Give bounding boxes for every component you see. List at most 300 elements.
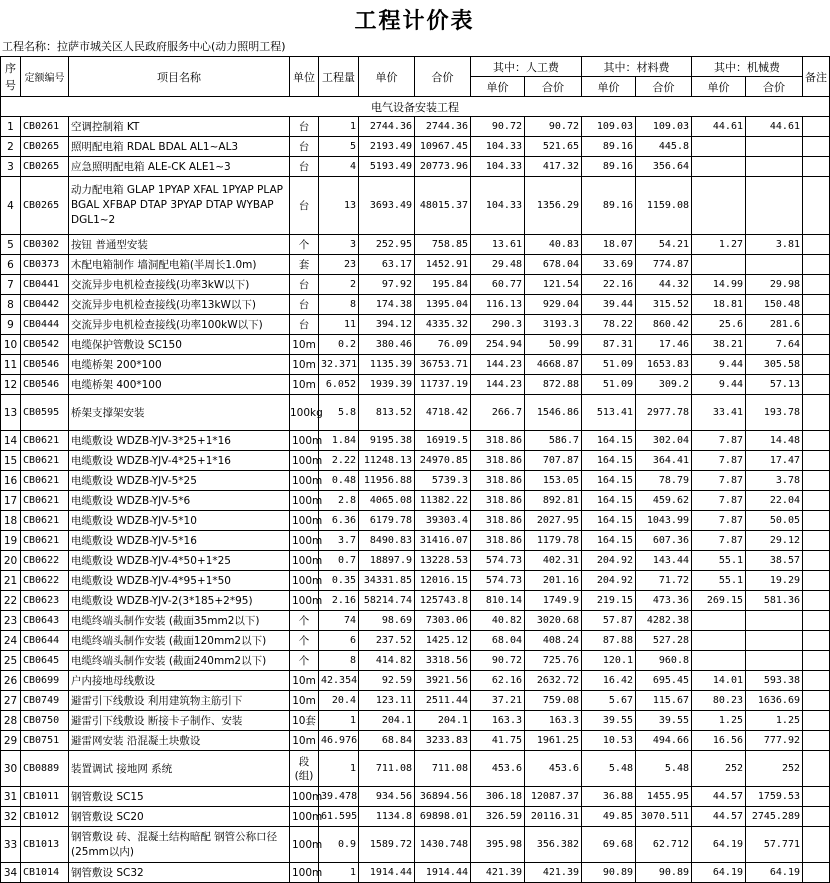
cell-total: 76.09 [415, 335, 471, 355]
cell-name: 电缆终端头制作安装 (截面120mm2以下) [69, 631, 290, 651]
cell-kp: 9.44 [692, 375, 746, 395]
cell-price: 68.84 [359, 731, 415, 751]
cell-seq: 27 [1, 691, 21, 711]
cell-seq: 28 [1, 711, 21, 731]
cell-lp: 90.72 [471, 117, 525, 137]
header-seq: 序号 [1, 57, 21, 97]
cell-kp: 25.6 [692, 315, 746, 335]
cell-price: 6179.78 [359, 511, 415, 531]
cell-kt: 44.61 [746, 117, 803, 137]
cell-name: 电缆桥架 200*100 [69, 355, 290, 375]
header-unit: 单位 [290, 57, 319, 97]
cell-lp: 90.72 [471, 651, 525, 671]
table-row [1, 551, 830, 571]
cell-name: 电缆敷设 WDZB-YJV-4*95+1*50 [69, 571, 290, 591]
cell-name: 电缆终端头制作安装 (截面240mm2以下) [69, 651, 290, 671]
cell-kt: 777.92 [746, 731, 803, 751]
cell-unit: 台 [290, 275, 319, 295]
cell-kp: 64.19 [692, 827, 746, 863]
cell-mt: 1653.83 [636, 355, 692, 375]
cell-lp: 453.6 [471, 751, 525, 787]
cell-seq: 32 [1, 807, 21, 827]
cell-qty: 0.2 [319, 335, 359, 355]
cell-lt: 1749.9 [525, 591, 582, 611]
cell-mp: 5.48 [582, 751, 636, 787]
cell-remark [803, 691, 830, 711]
cell-qty: 5.8 [319, 395, 359, 431]
cell-kt: 593.38 [746, 671, 803, 691]
cell-name: 电缆敷设 WDZB-YJV-3*25+1*16 [69, 431, 290, 451]
table-row [1, 157, 830, 177]
cell-qty: 2.16 [319, 591, 359, 611]
cell-lt: 153.05 [525, 471, 582, 491]
cell-qty: 0.9 [319, 827, 359, 863]
cell-kp [692, 651, 746, 671]
cell-remark [803, 137, 830, 157]
cell-mt: 473.36 [636, 591, 692, 611]
cell-qty: 6.36 [319, 511, 359, 531]
cell-total: 204.1 [415, 711, 471, 731]
cell-lt: 1179.78 [525, 531, 582, 551]
cell-lp: 395.98 [471, 827, 525, 863]
cell-mt: 960.8 [636, 651, 692, 671]
cell-kp: 55.1 [692, 571, 746, 591]
cell-price: 97.92 [359, 275, 415, 295]
cell-total: 7303.06 [415, 611, 471, 631]
cell-unit: 100m [290, 531, 319, 551]
cell-seq: 15 [1, 451, 21, 471]
cell-price: 34331.85 [359, 571, 415, 591]
cell-kt [746, 611, 803, 631]
cell-remark [803, 827, 830, 863]
cell-mp: 109.03 [582, 117, 636, 137]
cell-unit: 段(组) [290, 751, 319, 787]
cell-lt: 1961.25 [525, 731, 582, 751]
cell-mt: 315.52 [636, 295, 692, 315]
cell-lt: 121.54 [525, 275, 582, 295]
cell-kt: 581.36 [746, 591, 803, 611]
cell-unit: 台 [290, 177, 319, 235]
cell-seq: 24 [1, 631, 21, 651]
cell-mp: 18.07 [582, 235, 636, 255]
cell-code: CB0621 [21, 511, 69, 531]
cell-seq: 25 [1, 651, 21, 671]
cell-unit: 个 [290, 235, 319, 255]
cell-mt: 39.55 [636, 711, 692, 731]
cell-qty: 0.48 [319, 471, 359, 491]
cell-lp: 37.21 [471, 691, 525, 711]
cell-lt: 3020.68 [525, 611, 582, 631]
cell-seq: 22 [1, 591, 21, 611]
cell-code: CB0643 [21, 611, 69, 631]
cell-kt [746, 177, 803, 235]
cell-code: CB0265 [21, 157, 69, 177]
table-row [1, 375, 830, 395]
cell-mt: 115.67 [636, 691, 692, 711]
cell-unit: 100m [290, 863, 319, 883]
cell-lt: 4668.87 [525, 355, 582, 375]
cell-lt: 2632.72 [525, 671, 582, 691]
cell-remark [803, 651, 830, 671]
cell-total: 20773.96 [415, 157, 471, 177]
cell-mt: 445.8 [636, 137, 692, 157]
cell-kt: 2745.289 [746, 807, 803, 827]
header-labor-price: 单价 [471, 77, 525, 97]
cell-kt: 29.12 [746, 531, 803, 551]
cell-kt [746, 651, 803, 671]
table-row [1, 491, 830, 511]
table-row [1, 471, 830, 491]
cell-lp: 144.23 [471, 375, 525, 395]
cell-kp: 55.1 [692, 551, 746, 571]
cell-kt: 281.6 [746, 315, 803, 335]
cell-price: 9195.38 [359, 431, 415, 451]
cell-name: 照明配电箱 RDAL BDAL AL1~AL3 [69, 137, 290, 157]
cell-seq: 13 [1, 395, 21, 431]
cell-remark [803, 355, 830, 375]
table-row [1, 235, 830, 255]
cell-qty: 8 [319, 651, 359, 671]
cell-lp: 318.86 [471, 511, 525, 531]
cell-name: 电缆敷设 WDZB-YJV-4*50+1*25 [69, 551, 290, 571]
cell-kt: 1636.69 [746, 691, 803, 711]
cell-qty: 2.8 [319, 491, 359, 511]
header-machine-price: 单价 [692, 77, 746, 97]
cell-seq: 11 [1, 355, 21, 375]
cell-kp: 1.25 [692, 711, 746, 731]
cell-price: 98.69 [359, 611, 415, 631]
cell-name: 电缆敷设 WDZB-YJV-5*16 [69, 531, 290, 551]
cell-unit: 100m [290, 591, 319, 611]
cell-kt [746, 631, 803, 651]
cell-lt: 356.382 [525, 827, 582, 863]
cell-seq: 21 [1, 571, 21, 591]
cell-unit: 台 [290, 315, 319, 335]
cell-mt: 44.32 [636, 275, 692, 295]
cell-lt: 2027.95 [525, 511, 582, 531]
cell-seq: 3 [1, 157, 21, 177]
cell-name: 应急照明配电箱 ALE-CK ALE1~3 [69, 157, 290, 177]
table-row [1, 275, 830, 295]
cell-price: 813.52 [359, 395, 415, 431]
table-row [1, 827, 830, 863]
cell-mt: 774.87 [636, 255, 692, 275]
cell-lt: 759.08 [525, 691, 582, 711]
cell-price: 11248.13 [359, 451, 415, 471]
cell-qty: 46.976 [319, 731, 359, 751]
cell-mp: 78.22 [582, 315, 636, 335]
cell-mt: 309.2 [636, 375, 692, 395]
cell-code: CB0751 [21, 731, 69, 751]
cell-kp [692, 177, 746, 235]
cell-price: 1134.8 [359, 807, 415, 827]
cell-code: CB0265 [21, 177, 69, 235]
header-price: 单价 [359, 57, 415, 97]
cell-mp: 16.42 [582, 671, 636, 691]
header-name: 项目名称 [69, 57, 290, 97]
cell-kp: 7.87 [692, 431, 746, 451]
cell-total: 4718.42 [415, 395, 471, 431]
cell-price: 1589.72 [359, 827, 415, 863]
pricing-table [0, 56, 830, 883]
cell-code: CB0621 [21, 431, 69, 451]
project-name: 工程名称：拉萨市城关区人民政府服务中心(动力照明工程) [2, 40, 286, 53]
cell-remark [803, 471, 830, 491]
header-labor-total: 合价 [525, 77, 582, 97]
cell-remark [803, 335, 830, 355]
cell-qty: 3 [319, 235, 359, 255]
cell-total: 1425.12 [415, 631, 471, 651]
cell-seq: 5 [1, 235, 21, 255]
cell-kp: 18.81 [692, 295, 746, 315]
cell-lp: 41.75 [471, 731, 525, 751]
cell-lp: 318.86 [471, 431, 525, 451]
cell-kp: 44.61 [692, 117, 746, 137]
cell-remark [803, 375, 830, 395]
cell-lt: 586.7 [525, 431, 582, 451]
cell-seq: 7 [1, 275, 21, 295]
cell-total: 758.85 [415, 235, 471, 255]
cell-lt: 50.99 [525, 335, 582, 355]
cell-code: CB0261 [21, 117, 69, 137]
header-labor: 其中：人工费 [471, 57, 582, 77]
table-row [1, 631, 830, 651]
cell-qty: 6.052 [319, 375, 359, 395]
cell-price: 237.52 [359, 631, 415, 651]
cell-unit: 100m [290, 807, 319, 827]
cell-price: 58214.74 [359, 591, 415, 611]
cell-lp: 290.3 [471, 315, 525, 335]
cell-lp: 306.18 [471, 787, 525, 807]
cell-code: CB0621 [21, 451, 69, 471]
cell-seq: 26 [1, 671, 21, 691]
cell-price: 2744.36 [359, 117, 415, 137]
cell-total: 16919.5 [415, 431, 471, 451]
cell-code: CB0546 [21, 375, 69, 395]
cell-name: 装置调试 接地网 系统 [69, 751, 290, 787]
cell-kp: 7.87 [692, 451, 746, 471]
cell-lt: 872.88 [525, 375, 582, 395]
cell-kt: 1.25 [746, 711, 803, 731]
cell-remark [803, 531, 830, 551]
cell-lt: 421.39 [525, 863, 582, 883]
cell-unit: 个 [290, 651, 319, 671]
table-row [1, 671, 830, 691]
cell-lt: 408.24 [525, 631, 582, 651]
cell-kt: 57.13 [746, 375, 803, 395]
cell-remark [803, 255, 830, 275]
cell-total: 11737.19 [415, 375, 471, 395]
cell-qty: 13 [319, 177, 359, 235]
cell-mt: 90.89 [636, 863, 692, 883]
cell-kp: 269.15 [692, 591, 746, 611]
table-row [1, 511, 830, 531]
cell-remark [803, 591, 830, 611]
cell-code: CB1011 [21, 787, 69, 807]
cell-price: 3693.49 [359, 177, 415, 235]
cell-kt [746, 137, 803, 157]
cell-mt: 62.712 [636, 827, 692, 863]
cell-unit: 100m [290, 551, 319, 571]
cell-total: 36894.56 [415, 787, 471, 807]
cell-remark [803, 275, 830, 295]
cell-lp: 318.86 [471, 471, 525, 491]
table-row [1, 177, 830, 235]
cell-lp: 68.04 [471, 631, 525, 651]
cell-total: 2511.44 [415, 691, 471, 711]
cell-seq: 18 [1, 511, 21, 531]
cell-unit: 10套 [290, 711, 319, 731]
section-heading: 电气设备安装工程 [1, 97, 830, 117]
cell-unit: 个 [290, 631, 319, 651]
cell-qty: 1 [319, 863, 359, 883]
cell-total: 2744.36 [415, 117, 471, 137]
table-row [1, 691, 830, 711]
cell-kp [692, 631, 746, 651]
cell-lp: 266.7 [471, 395, 525, 431]
cell-remark [803, 571, 830, 591]
cell-mt: 143.44 [636, 551, 692, 571]
cell-kp: 16.56 [692, 731, 746, 751]
cell-seq: 8 [1, 295, 21, 315]
cell-price: 252.95 [359, 235, 415, 255]
table-row [1, 731, 830, 751]
cell-mt: 2977.78 [636, 395, 692, 431]
cell-lp: 318.86 [471, 531, 525, 551]
cell-mt: 695.45 [636, 671, 692, 691]
cell-total: 4335.32 [415, 315, 471, 335]
cell-kp: 44.57 [692, 787, 746, 807]
cell-name: 空调控制箱 KT [69, 117, 290, 137]
cell-lt: 90.72 [525, 117, 582, 137]
cell-mp: 57.87 [582, 611, 636, 631]
cell-lt: 521.65 [525, 137, 582, 157]
cell-lp: 29.48 [471, 255, 525, 275]
cell-lp: 810.14 [471, 591, 525, 611]
cell-total: 1430.748 [415, 827, 471, 863]
cell-name: 避雷引下线敷设 断接卡子制作、安装 [69, 711, 290, 731]
cell-unit: 10m [290, 731, 319, 751]
cell-total: 3921.56 [415, 671, 471, 691]
cell-total: 13228.53 [415, 551, 471, 571]
cell-kt [746, 157, 803, 177]
cell-seq: 23 [1, 611, 21, 631]
cell-name: 电缆保护管敷设 SC150 [69, 335, 290, 355]
cell-code: CB0265 [21, 137, 69, 157]
cell-lt: 201.16 [525, 571, 582, 591]
header-machine-total: 合价 [746, 77, 803, 97]
cell-seq: 29 [1, 731, 21, 751]
cell-code: CB1012 [21, 807, 69, 827]
header-remark: 备注 [803, 57, 830, 97]
cell-lp: 163.3 [471, 711, 525, 731]
cell-lt: 1546.86 [525, 395, 582, 431]
cell-kt: 1759.53 [746, 787, 803, 807]
cell-name: 交流异步电机检查接线(功率3kW以下) [69, 275, 290, 295]
cell-seq: 1 [1, 117, 21, 137]
cell-lp: 144.23 [471, 355, 525, 375]
cell-price: 174.38 [359, 295, 415, 315]
cell-code: CB0750 [21, 711, 69, 731]
cell-unit: 100m [290, 511, 319, 531]
table-row [1, 431, 830, 451]
cell-qty: 74 [319, 611, 359, 631]
cell-mt: 54.21 [636, 235, 692, 255]
cell-name: 钢管敷设 SC32 [69, 863, 290, 883]
cell-price: 1939.39 [359, 375, 415, 395]
cell-kt: 7.64 [746, 335, 803, 355]
page-title: 工程计价表 [354, 8, 475, 34]
cell-mt: 356.64 [636, 157, 692, 177]
cell-unit: 100m [290, 787, 319, 807]
cell-seq: 4 [1, 177, 21, 235]
cell-code: CB0644 [21, 631, 69, 651]
cell-seq: 16 [1, 471, 21, 491]
cell-price: 92.59 [359, 671, 415, 691]
cell-lp: 254.94 [471, 335, 525, 355]
cell-qty: 8 [319, 295, 359, 315]
table-row [1, 531, 830, 551]
cell-remark [803, 235, 830, 255]
cell-lt: 453.6 [525, 751, 582, 787]
cell-mt: 607.36 [636, 531, 692, 551]
cell-total: 3233.83 [415, 731, 471, 751]
cell-remark [803, 511, 830, 531]
cell-mt: 3070.511 [636, 807, 692, 827]
cell-lt: 20116.31 [525, 807, 582, 827]
cell-qty: 2.22 [319, 451, 359, 471]
cell-mt: 527.28 [636, 631, 692, 651]
cell-qty: 0.7 [319, 551, 359, 571]
cell-unit: 100m [290, 471, 319, 491]
header-code: 定额编号 [21, 57, 69, 97]
cell-mt: 71.72 [636, 571, 692, 591]
cell-name: 避雷引下线敷设 利用建筑物主筋引下 [69, 691, 290, 711]
cell-price: 711.08 [359, 751, 415, 787]
header-material-total: 合价 [636, 77, 692, 97]
cell-mp: 164.15 [582, 451, 636, 471]
cell-kp: 7.87 [692, 491, 746, 511]
cell-kt: 19.29 [746, 571, 803, 591]
cell-unit: 个 [290, 611, 319, 631]
cell-remark [803, 711, 830, 731]
cell-code: CB0546 [21, 355, 69, 375]
cell-remark [803, 491, 830, 511]
cell-lt: 929.04 [525, 295, 582, 315]
cell-seq: 17 [1, 491, 21, 511]
cell-qty: 6 [319, 631, 359, 651]
cell-mp: 51.09 [582, 375, 636, 395]
cell-code: CB0621 [21, 471, 69, 491]
cell-qty: 23 [319, 255, 359, 275]
cell-mp: 87.31 [582, 335, 636, 355]
cell-code: CB0373 [21, 255, 69, 275]
cell-unit: 台 [290, 157, 319, 177]
cell-total: 48015.37 [415, 177, 471, 235]
cell-unit: 10m [290, 671, 319, 691]
cell-unit: 10m [290, 375, 319, 395]
cell-price: 8490.83 [359, 531, 415, 551]
cell-mt: 1455.95 [636, 787, 692, 807]
table-row [1, 571, 830, 591]
cell-mp: 513.41 [582, 395, 636, 431]
cell-price: 4065.08 [359, 491, 415, 511]
cell-price: 394.12 [359, 315, 415, 335]
cell-mp: 39.55 [582, 711, 636, 731]
cell-name: 桥架支撑架安装 [69, 395, 290, 431]
cell-code: CB0622 [21, 551, 69, 571]
cell-lp: 40.82 [471, 611, 525, 631]
